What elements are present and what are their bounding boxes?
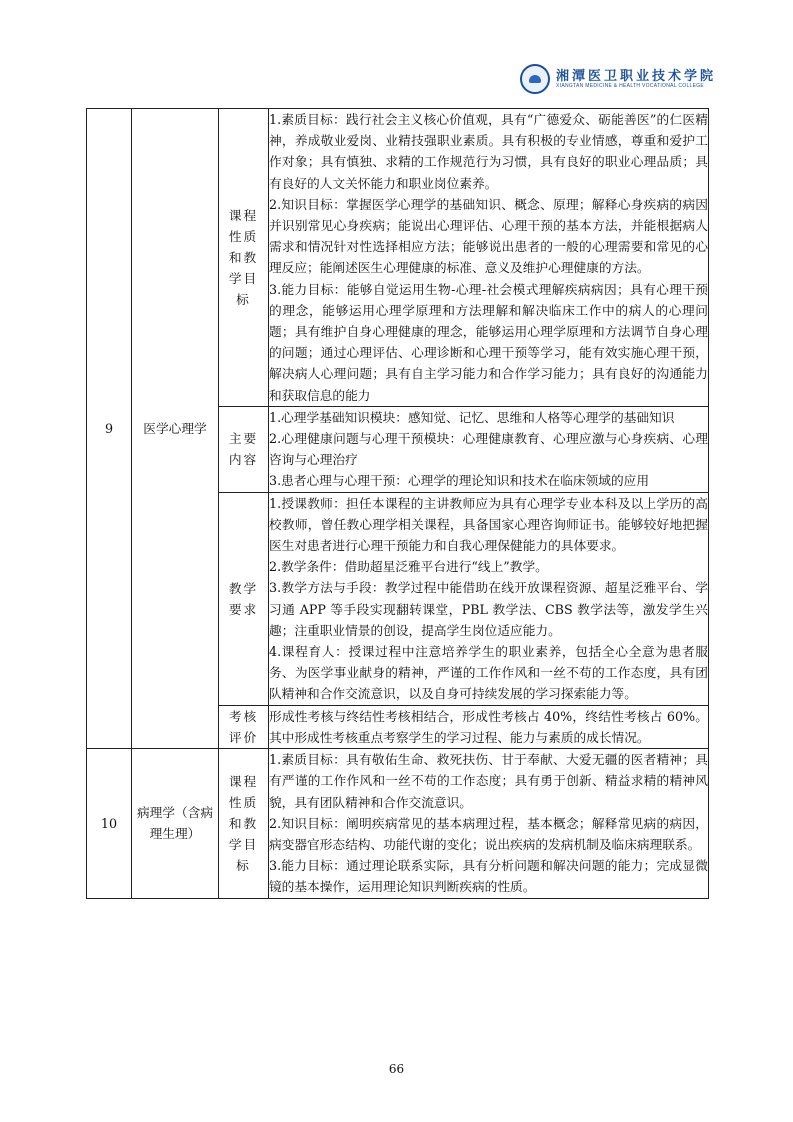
paragraph: 2.教学条件：借助超星泛雅平台进行“线上”教学。 — [269, 559, 548, 575]
section-content — [269, 406, 709, 492]
section-content — [269, 749, 709, 898]
course-name: 病理学（含病理生理） — [132, 749, 219, 898]
table-row — [87, 749, 709, 898]
section-label: 课程性质和教学目标 — [219, 109, 269, 407]
paragraph: 1.心理学基础知识模块：感知觉、记忆、思维和人格等心理学的基础知识 — [269, 409, 675, 425]
paragraph: 3.患者心理与心理干预：心理学的理论知识和技术在临床领域的应用 — [269, 473, 650, 489]
school-name-en: XIANGTAN MEDICINE & HEALTH VOCATIONAL COLLEGE — [556, 83, 705, 89]
paragraph: 1.素质目标：具有敬佑生命、救死扶伤、甘于奉献、大爱无疆的医者精神；具有严谨的工作作风和一丝不苟的工作态度；具有勇于创新、精益求精的精神风貌，具有团队精神和合作交流意识。 — [269, 752, 708, 810]
school-logo-icon — [520, 64, 550, 94]
paragraph: 3.能力目标：能够自觉运用生物-心理-社会模式理解疾病病因；具有心理干预的理念，能够运用心理学原理和方法理解和解决临床工作中的病人的心理问题；具有维护自身心理健康的理念，能够运用心理学原理和方法调节自身心理的问题；通过心理评估、心理诊断和心理干预等学习，能有效实施心理干预，解决病人心理问题；具有自主学习能力和合作学习能力；具有良好的沟通能力和获取信息的能力 — [269, 281, 708, 403]
curriculum-table — [86, 108, 709, 899]
paragraph: 2.心理健康问题与心理干预模块：心理健康教育、心理应激与心身疾病、心理咨询与心理治疗 — [269, 431, 708, 468]
section-label: 考核评价 — [219, 705, 269, 748]
paragraph: 1.授课教师：担任本课程的主讲教师应为具有心理学专业本科及以上学历的高校教师，曾任教心理学相关课程，具备国家心理咨询师证书。能够较好地把握医生对患者进行心理干预能力和自我心理保健能力的具体要求。 — [269, 495, 708, 554]
paragraph: 3.教学方法与手段：教学过程中能借助在线开放课程资源、超星泛雅平台、学习通 APP 等手段实现翻转课堂，PBL 教学法、CBS 教学法等，激发学生兴趣；注重职业情景的创设，提高学生岗位适应能力。 — [269, 580, 708, 638]
page-number: 66 — [388, 1062, 405, 1076]
paragraph: 2.知识目标：掌握医学心理学的基础知识、概念、原理；解释心身疾病的病因并识别常见心身疾病；能说出心理评估、心理干预的基本方法，并能根据病人需求和情况针对性选择相应方法；能够说出患者的一般的心理需要和常见的心理反应；能阐述医生心理健康的标准、意义及维护心理健康的方法。 — [269, 196, 708, 276]
course-number: 10 — [87, 749, 132, 898]
section-label: 教学要求 — [219, 492, 269, 705]
paragraph: 4.课程育人：授课过程中注意培养学生的职业素养，包括全心全意为患者服务、为医学事业献身的精神，严谨的工作作风和一丝不苟的工作态度，具有团队精神和合作交流意识，以及自身可持续发展的学习探索能力等。 — [269, 644, 708, 702]
section-content — [269, 705, 709, 748]
paragraph: 1.素质目标：践行社会主义核心价值观，具有“广德爱众、砺能善医”的仁医精神，养成敬业爱岗、业精技强职业素质。具有积极的专业情感，尊重和爱护工作对象；具有慎独、求精的工作规范行为习惯，具有良好的职业心理品质；具有良好的人文关怀能力和职业岗位素养。 — [269, 112, 708, 191]
table-row — [87, 109, 709, 407]
school-header — [520, 62, 720, 102]
section-content — [269, 492, 709, 705]
paragraph: 3.能力目标：通过理论联系实际，具有分析问题和解决问题的能力；完成显微镜的基本操作，运用理论知识判断疾病的性质。 — [269, 858, 708, 895]
course-name: 医学心理学 — [132, 109, 219, 749]
paragraph: 形成性考核与终结性考核相结合，形成性考核占 40%，终结性考核占 60%。其中形成性考核重点考察学生的学习过程、能力与素质的成长情况。 — [269, 708, 708, 745]
section-content — [269, 109, 709, 407]
section-label: 课程性质和教学目标 — [219, 749, 269, 898]
section-label: 主要内容 — [219, 406, 269, 492]
paragraph: 2.知识目标：阐明疾病常见的基本病理过程，基本概念；解释常见病的病因，病变器官形态结构、功能代谢的变化；说出疾病的发病机制及临床病理联系。 — [269, 815, 708, 852]
course-number: 9 — [87, 109, 132, 749]
school-name-cn: 湘潭医卫职业技术学院 — [556, 69, 717, 84]
